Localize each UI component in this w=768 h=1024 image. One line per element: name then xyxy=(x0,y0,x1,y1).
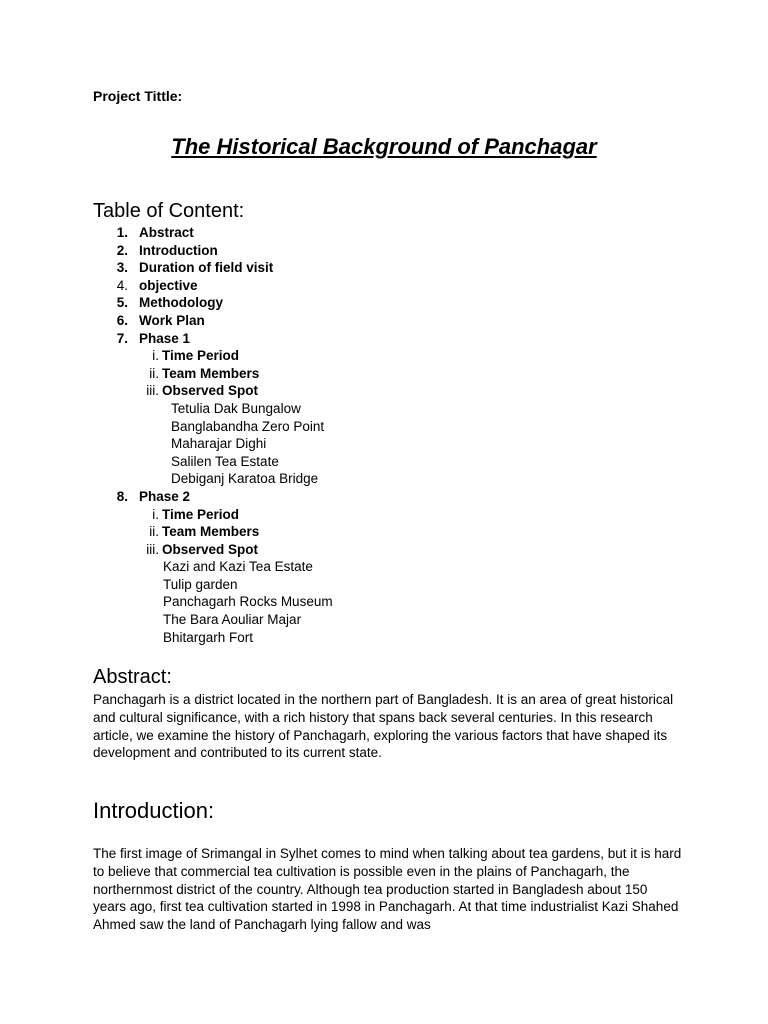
toc-subitem-label: Team Members xyxy=(162,365,260,381)
toc-item-label: objective xyxy=(139,277,198,293)
toc-heading: Table of Content: xyxy=(93,200,245,222)
introduction-heading: Introduction: xyxy=(93,798,215,823)
toc-subitem xyxy=(93,523,653,541)
toc-subitem xyxy=(93,365,653,383)
toc-subitem xyxy=(93,541,653,559)
toc-item-label: Methodology xyxy=(139,295,223,311)
toc-spot-label: Maharajar Dighi xyxy=(171,436,267,452)
toc-spot-label: Bhitargarh Fort xyxy=(163,629,254,645)
toc-subitem-label: Team Members xyxy=(162,524,260,540)
toc-spot xyxy=(93,470,653,488)
toc-item-number: 2. xyxy=(116,242,128,258)
toc-item xyxy=(93,277,653,295)
toc-spot-label: Kazi and Kazi Tea Estate xyxy=(163,559,313,575)
toc-item-number: 4. xyxy=(116,277,128,293)
toc-item-number: 5. xyxy=(116,295,128,311)
toc-item xyxy=(93,294,653,312)
toc-spot xyxy=(93,576,653,594)
toc-item xyxy=(93,259,653,277)
toc-item xyxy=(93,488,653,506)
introduction-paragraph: The first image of Srimangal in Sylhet comes to mind when talking about tea gardens, but it is hard to believe that commercial tea cultivation is possible even in the plains of Panchagarh, the northernmost district of the country. Although tea production started in Bangladesh about 150 years ago, first tea cultivation started in 1998 in Panchagarh. At that time industrialist Kazi Shahed Ahmed saw the land of Panchagarh lying fallow and was xyxy=(93,846,682,933)
toc-spot xyxy=(93,453,653,471)
toc-subitem-number: ii. xyxy=(149,365,159,381)
toc-item-label: Introduction xyxy=(139,242,218,258)
toc-subitem-number: i. xyxy=(152,506,159,522)
toc-subitem-label: Observed Spot xyxy=(162,383,259,399)
toc-item-label: Phase 1 xyxy=(139,330,191,346)
toc-spot xyxy=(93,418,653,436)
document-title: The Historical Background of Panchagar xyxy=(171,134,597,159)
toc-item-number: 6. xyxy=(116,312,128,328)
toc-subitem-label: Time Period xyxy=(162,348,240,364)
toc-spot xyxy=(93,611,653,629)
abstract-paragraph: Panchagarh is a district located in the northern part of Bangladesh. It is an area of great historical and cultural significance, with a rich history that spans back several centuries. In this research article, we examine the history of Panchagarh, exploring the various factors that have shaped its development and contributed to its current state. xyxy=(93,692,674,761)
toc-subitem xyxy=(93,382,653,400)
toc-spot-label: Tetulia Dak Bungalow xyxy=(171,400,301,416)
toc-item-number: 7. xyxy=(116,330,128,346)
toc-item-label: Phase 2 xyxy=(139,488,191,504)
toc-subitem-label: Observed Spot xyxy=(162,541,259,557)
toc-spot xyxy=(93,558,653,576)
toc-item xyxy=(93,242,653,260)
table-of-contents xyxy=(93,224,653,646)
toc-item xyxy=(93,330,653,348)
toc-spot xyxy=(93,400,653,418)
abstract-heading: Abstract: xyxy=(93,666,172,688)
toc-subitem-number: iii. xyxy=(146,383,159,399)
toc-subitem-number: iii. xyxy=(146,541,159,557)
toc-spot xyxy=(93,629,653,647)
toc-spot-label: Debiganj Karatoa Bridge xyxy=(171,471,319,487)
toc-item-label: Work Plan xyxy=(139,312,205,328)
toc-item-number: 1. xyxy=(116,225,128,240)
toc-item-number: 8. xyxy=(116,488,128,504)
toc-subitem xyxy=(93,506,653,524)
toc-item-label: Duration of field visit xyxy=(139,260,274,276)
toc-subitem xyxy=(93,347,653,365)
toc-spot xyxy=(93,593,653,611)
toc-item xyxy=(93,224,653,242)
toc-subitem-number: i. xyxy=(152,348,159,364)
toc-spot xyxy=(93,435,653,453)
toc-subitem-label: Time Period xyxy=(162,506,240,522)
toc-spot-label: The Bara Aouliar Majar xyxy=(163,612,302,628)
toc-item-label: Abstract xyxy=(139,225,194,240)
toc-subitem-number: ii. xyxy=(149,524,159,540)
toc-spot-label: Panchagarh Rocks Museum xyxy=(163,594,333,610)
toc-item-number: 3. xyxy=(116,260,128,276)
toc-item xyxy=(93,312,653,330)
toc-spot-label: Banglabandha Zero Point xyxy=(171,418,325,434)
project-title-label: Project Tittle: xyxy=(93,88,183,104)
toc-spot-label: Tulip garden xyxy=(163,576,238,592)
toc-spot-label: Salilen Tea Estate xyxy=(171,453,279,469)
